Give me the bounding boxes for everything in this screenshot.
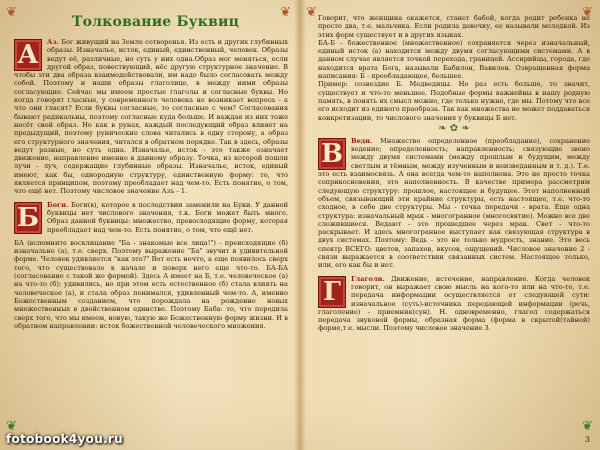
right-page — [300, 0, 600, 450]
section-body: Движение, истечение, направление. Когда человек говорит, он выражает свою мысль на кого-то или на что-то, т.е. передача информации осуществляется от следующей сути: изначальное (суть)-источника передающей информации (речь, глаголение) - приемник(сун). Н. одновременно, глагол содержаться передача звуковой формы, образная форма (форма в скрытой(тайной) форме,т.е. мысли. Поэтому числовое значение 3. — [318, 274, 590, 333]
drop-cap: Г — [318, 276, 346, 308]
page-number: 3 — [584, 435, 590, 444]
letter-section-az — [14, 38, 288, 196]
section-body: БА (вспомните восклицание "Ба - знакомые все лица!") - преисходящие (б) изначально (а), т.е. сверх. Поэтому выражение "Ба" звучит в удивительной форме. Человек удивляется "как это?" Вот есть нечто, а еще появилось сверх того, что существовало в начале и поверх него еще что-то. БА-БА (согласование с такой же формой). Здесь А имеет на Б, т.е. человеческое (а) на что-то (б); удивились, но при этом есть естественное (б) стала влиять на человеческое (а), и стала образ понимался, удивленный чем-то. А, именно Божественным созданием, что порождала на рождение новых множественных в двойственном единстве. Поэтому Баба: то, что породила сверх того, что мы имеем, новую, такую же Божественную форму жизни. И в обратном направлении: исток божественной человеческого множения. — [14, 238, 288, 330]
section-text — [14, 201, 288, 234]
section-text — [14, 38, 288, 196]
letter-section-vedi — [318, 137, 590, 270]
corner-ornament-icon: ❦ — [582, 419, 593, 434]
watermark: fotobook4you.ru — [6, 432, 123, 446]
section-text — [14, 239, 288, 330]
corner-ornament-icon: ❦ — [582, 5, 593, 20]
continued-text: Говорит, что женщина окажется, станет бабой, когда родит ребенка не просто два, т.е. мальчика. Если родила девочку, ее называли молодкой. Из этих форм существует и в других языках. — [318, 14, 590, 39]
page-title: Толкование Буквиц — [72, 14, 240, 30]
section-text — [318, 137, 590, 270]
drop-cap: Б — [14, 202, 42, 234]
section-body: Боги(в), которое в последствии заменили на Буки. У данной буквицы нет числового значения, т.к. Боги может быть много. Образ данной буквицы: множество, превосходящие форму, которая преобладает над чем-то. Есть понятие, о том, что ещё нет. — [47, 200, 288, 234]
section-body: Множество определенное (преобладание), сохранение ведение; определенность; направленность; связующие звено между двумя системами (между прошлым и будущим, между светлым и тёмным, между изученным и неизведанным и т. д.). Т.е. это есть взаимосвязь. А она всегда чем-то наполнена. Это не просто точка соприкосновения, это наполненность. В качестве примера рассмотрим следующую структуру: прошлое, настоящее и будущее. Этот наполненный объем, связывающий эти крайние структуры, есть настоящее, т.е. что-то сходное, в себе две структуры. Мы - точка передачи - врата. Еще одна структура: изначальный мрак - многогранное (многосвятие). Можно все две сложившиеся. Ведают - это прошедшее через мрак. Свет - что-то раскрывает. И здесь многогранное выступает как связующая структура в двух системах. Поэтому: Ведь - это не только мудрость, знание. Это весь спектр ВСЕГО: цветов, запахов, вкусов, ощущений. Числовое значение 2 - связи выражается в соответствии связанных систем. Настоящее только, или, его как бы и нет. — [318, 136, 590, 270]
corner-ornament-icon: ❦ — [6, 5, 17, 20]
letter-section-glagoli — [318, 275, 590, 333]
section-text — [318, 275, 590, 333]
section-lead: Глаголи. — [351, 274, 385, 283]
section-lead: Аз. — [47, 38, 59, 46]
ornament-divider-icon: ❧ ✿ ❧ — [438, 122, 470, 134]
corner-ornament-icon: ❦ — [280, 5, 291, 20]
letter-section-ba — [14, 239, 288, 330]
drop-cap: А — [14, 39, 42, 71]
section-lead: Веди. — [351, 136, 373, 145]
corner-ornament-icon: ❦ — [6, 419, 17, 434]
example-text: Пример: созвездие Б. Медведицы. Но раз есть больше, то значит, существует и что-то меньшее. Подобные формы важнейны в нашу родную память, в понять их смысл можно, где только нужно, где мы. Потому что все его исходит из единого праобраза. Так как множества не может поддаваться конкретизации, то числового значения у буквицы Б нет. — [318, 80, 590, 122]
letter-section-bogi — [14, 201, 288, 234]
section-lead: Боги. — [47, 200, 69, 209]
drop-cap: В — [318, 138, 346, 170]
intro-text: БА-Б - божественное (множественное) сохраняется через изначальный, единый исток (а) находится между двумя согласующими системами. А в данном случае является точкой перехода, границей. Ассирийцы, города, где находится врата Бога, называли Бабилон, Вавилон. Озвращенная форма написания: Б - преобладающее, большее. — [318, 38, 590, 81]
corner-ornament-icon: ❦ — [306, 5, 317, 20]
section-body: Бог живущий на Земле сотворенья. Из есть и других глубинных образы. Изначалье, исток, единый, единственный, человек. Образы ведут её, различные, но суть у них одна.Образ мог меняться, если другой образ, повествующий, нёс другую структурное значение. В чтобы эти два образа взаимодействовали, им надо было согласовать между собой. Поэтому и наши образы глаголице, в между ними образы согласующие. Сейчас мы имеем простые глаголы и согласные буквы. Но когда говорят гласные, у современного человека не возникает вопроса - а что они гласят? Если буквы согласные, то согласные с чем? Согласования бывают радикальны, поэтому согласные куда больше. И важдая из них тоже несёт свой образ. Но как в рунах, каждый последующий образ влияет на предыдущий, поэтому рунические слова читались в одну сторону, а образ его структурного значения, читался в обратном порядке. Так в здесь, образы ведут разные, но суть одна. Изначалье, исток - это также означает движение, направление именно в данному образу. Точка, из которой пошли лучи - луч, содержащие глубинные образы. Изначалье, исток, единый имеют, как бы, однородную структуру, единственную форму: то, что является принципом, поэтому преобладает над чем-то. Есть понятие, о том, что ещё нет. Поэтому числовое значение Азъ - 1. — [14, 38, 288, 196]
